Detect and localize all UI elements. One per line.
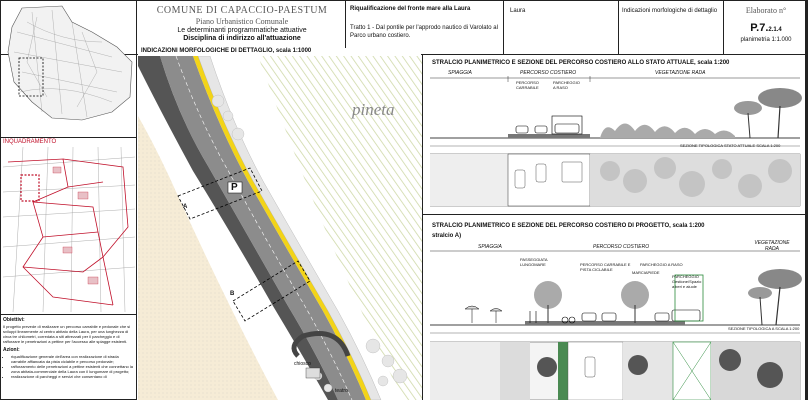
plan-name: Piano Urbanistico Comunale — [195, 17, 289, 26]
objectives-block — [3, 317, 133, 379]
project-section-drawing — [430, 245, 806, 400]
sheet-label: Elaborato n° — [745, 6, 787, 15]
current-pine-trees — [734, 88, 802, 138]
pineta-label: pineta — [352, 100, 395, 119]
project-section-caption: SEZIONE TIPOLOGICA A SCALA 1:200 — [728, 326, 800, 331]
current-section-caption: SEZIONE TIPOLOGICA STATO ATTUALE SCALA 1:200 — [680, 143, 781, 148]
section-description: Tratto 1 - Dal pontile per l'approdo nautico di Varolato al Parco urbano costiero. — [350, 25, 498, 39]
objectives-title: Obiettivi: — [3, 317, 25, 323]
sheet-number-line — [726, 18, 806, 36]
divider-plan-sections — [422, 55, 423, 400]
marker-b: B — [230, 291, 235, 297]
sheet-scale: planimetria 1:1.000 — [740, 37, 792, 43]
objectives-text: Il progetto prevede di realizzare un percorso carrabile e pedonale che si sviluppi linearmente al centro abitato della Laura, per una lunghezza di circa tre chilometri, corredata a siti attrezzati per il parcheggio e di rafforzare le penetrazioni a pettine per l'accesso alle spiagge esistenti. — [3, 324, 131, 344]
project-subzone-parcheggio: PARCHEGGIO A RASO — [640, 262, 683, 267]
project-zone-vegetazione: VEGETAZIONE RADA — [754, 240, 790, 252]
location-label: Laura — [510, 8, 526, 14]
project-title: Riqualificazione del fronte mare alla Laura — [350, 6, 471, 12]
plan-discipline: Disciplina di indirizzo all'attuazione — [183, 35, 301, 42]
project-subzone-passeggiata: PASSEGGIATA LUNGOMARE — [520, 257, 548, 267]
sheet-number-sub: 2.1.4 — [768, 27, 782, 33]
current-zone-spiaggia: SPIAGGIA — [448, 70, 472, 76]
divider-1 — [345, 0, 346, 55]
left-divider-2 — [0, 314, 137, 315]
sheet-number: P.7. — [750, 22, 769, 34]
project-cars — [582, 310, 700, 321]
project-subzone-carrabile: PERCORSO CARRABILE E PISTA CICLABILE — [580, 262, 631, 272]
project-plan-green-strip — [558, 342, 568, 400]
marker-p: P — [231, 182, 238, 193]
current-subzone-parcheggio: PARCHEGGIO A RASO — [553, 80, 580, 90]
project-section-title: STRALCIO PLANIMETRICO E SEZIONE DEL PERCORSO COSTIERO DI PROGETTO, scala 1:200 — [432, 223, 705, 229]
project-title-block — [350, 6, 498, 40]
project-zone-spiaggia: SPIAGGIA — [478, 244, 502, 250]
divider-sections — [423, 214, 808, 215]
project-stralcio: stralcio A) — [432, 233, 462, 239]
action-item: • realizzazione di parcheggi e servizi che consentano di — [11, 374, 133, 379]
left-divider-1 — [0, 137, 137, 138]
overview-map — [2, 2, 135, 130]
inquadramento-map — [3, 147, 135, 312]
municipality-title: COMUNE DI CAPACCIO-PAESTUM — [156, 5, 328, 16]
current-subzone-carrabile: PERCORSO CARRABILE — [516, 80, 539, 90]
project-plan-beach — [430, 342, 500, 400]
current-section-title: STRALCIO PLANIMETRICO E SEZIONE DEL PERCORSO COSTIERO ALLO STATO ATTUALE, scala 1:200 — [432, 60, 730, 66]
plan-heading: INDICAZIONI MORFOLOGICHE DI DETTAGLIO, scala 1:1000 — [141, 48, 312, 54]
municipality-block — [141, 5, 343, 42]
current-zone-vegetazione: VEGETAZIONE RADA — [655, 70, 706, 76]
teatro-label: teatro — [335, 388, 348, 394]
project-subzone-marciapiede: MARCIAPIEDE — [632, 270, 660, 275]
current-cars — [516, 124, 579, 133]
divider-2 — [503, 0, 504, 55]
sheet-number-block — [726, 6, 806, 43]
plan-subtitle: Le determinanti programmatiche attuative — [177, 27, 307, 34]
project-zone-percorso: PERCORSO COSTIERO — [593, 244, 650, 250]
divider-4 — [723, 0, 724, 55]
content-type: Indicazioni morfologiche di dettaglio — [622, 8, 718, 14]
current-vegetation — [600, 124, 735, 139]
current-zone-percorso: PERCORSO COSTIERO — [520, 70, 577, 76]
project-parking-note: PARCHEGGIO Gestione/Spazio alberi e aiuole — [672, 274, 702, 289]
divider-3 — [618, 0, 619, 55]
chiosco-label: chiosco — [294, 361, 311, 367]
action-item: • riqualificazione generale dell'area con realizzazione di strada carrabile affiancata da pista ciclabile e percorso pedonale; — [11, 354, 133, 364]
actions-list — [3, 354, 133, 379]
marker-a: A — [183, 204, 188, 210]
current-plan-beach — [430, 154, 508, 206]
actions-title: Azioni: — [3, 347, 20, 353]
action-item: • rafforzamento delle penetrazioni a pettine esistenti che connettano la zona abitata-commerciale della Laura con il lungomare di progetto; — [11, 364, 133, 374]
inquadramento-title: INQUADRAMENTO — [3, 139, 57, 145]
